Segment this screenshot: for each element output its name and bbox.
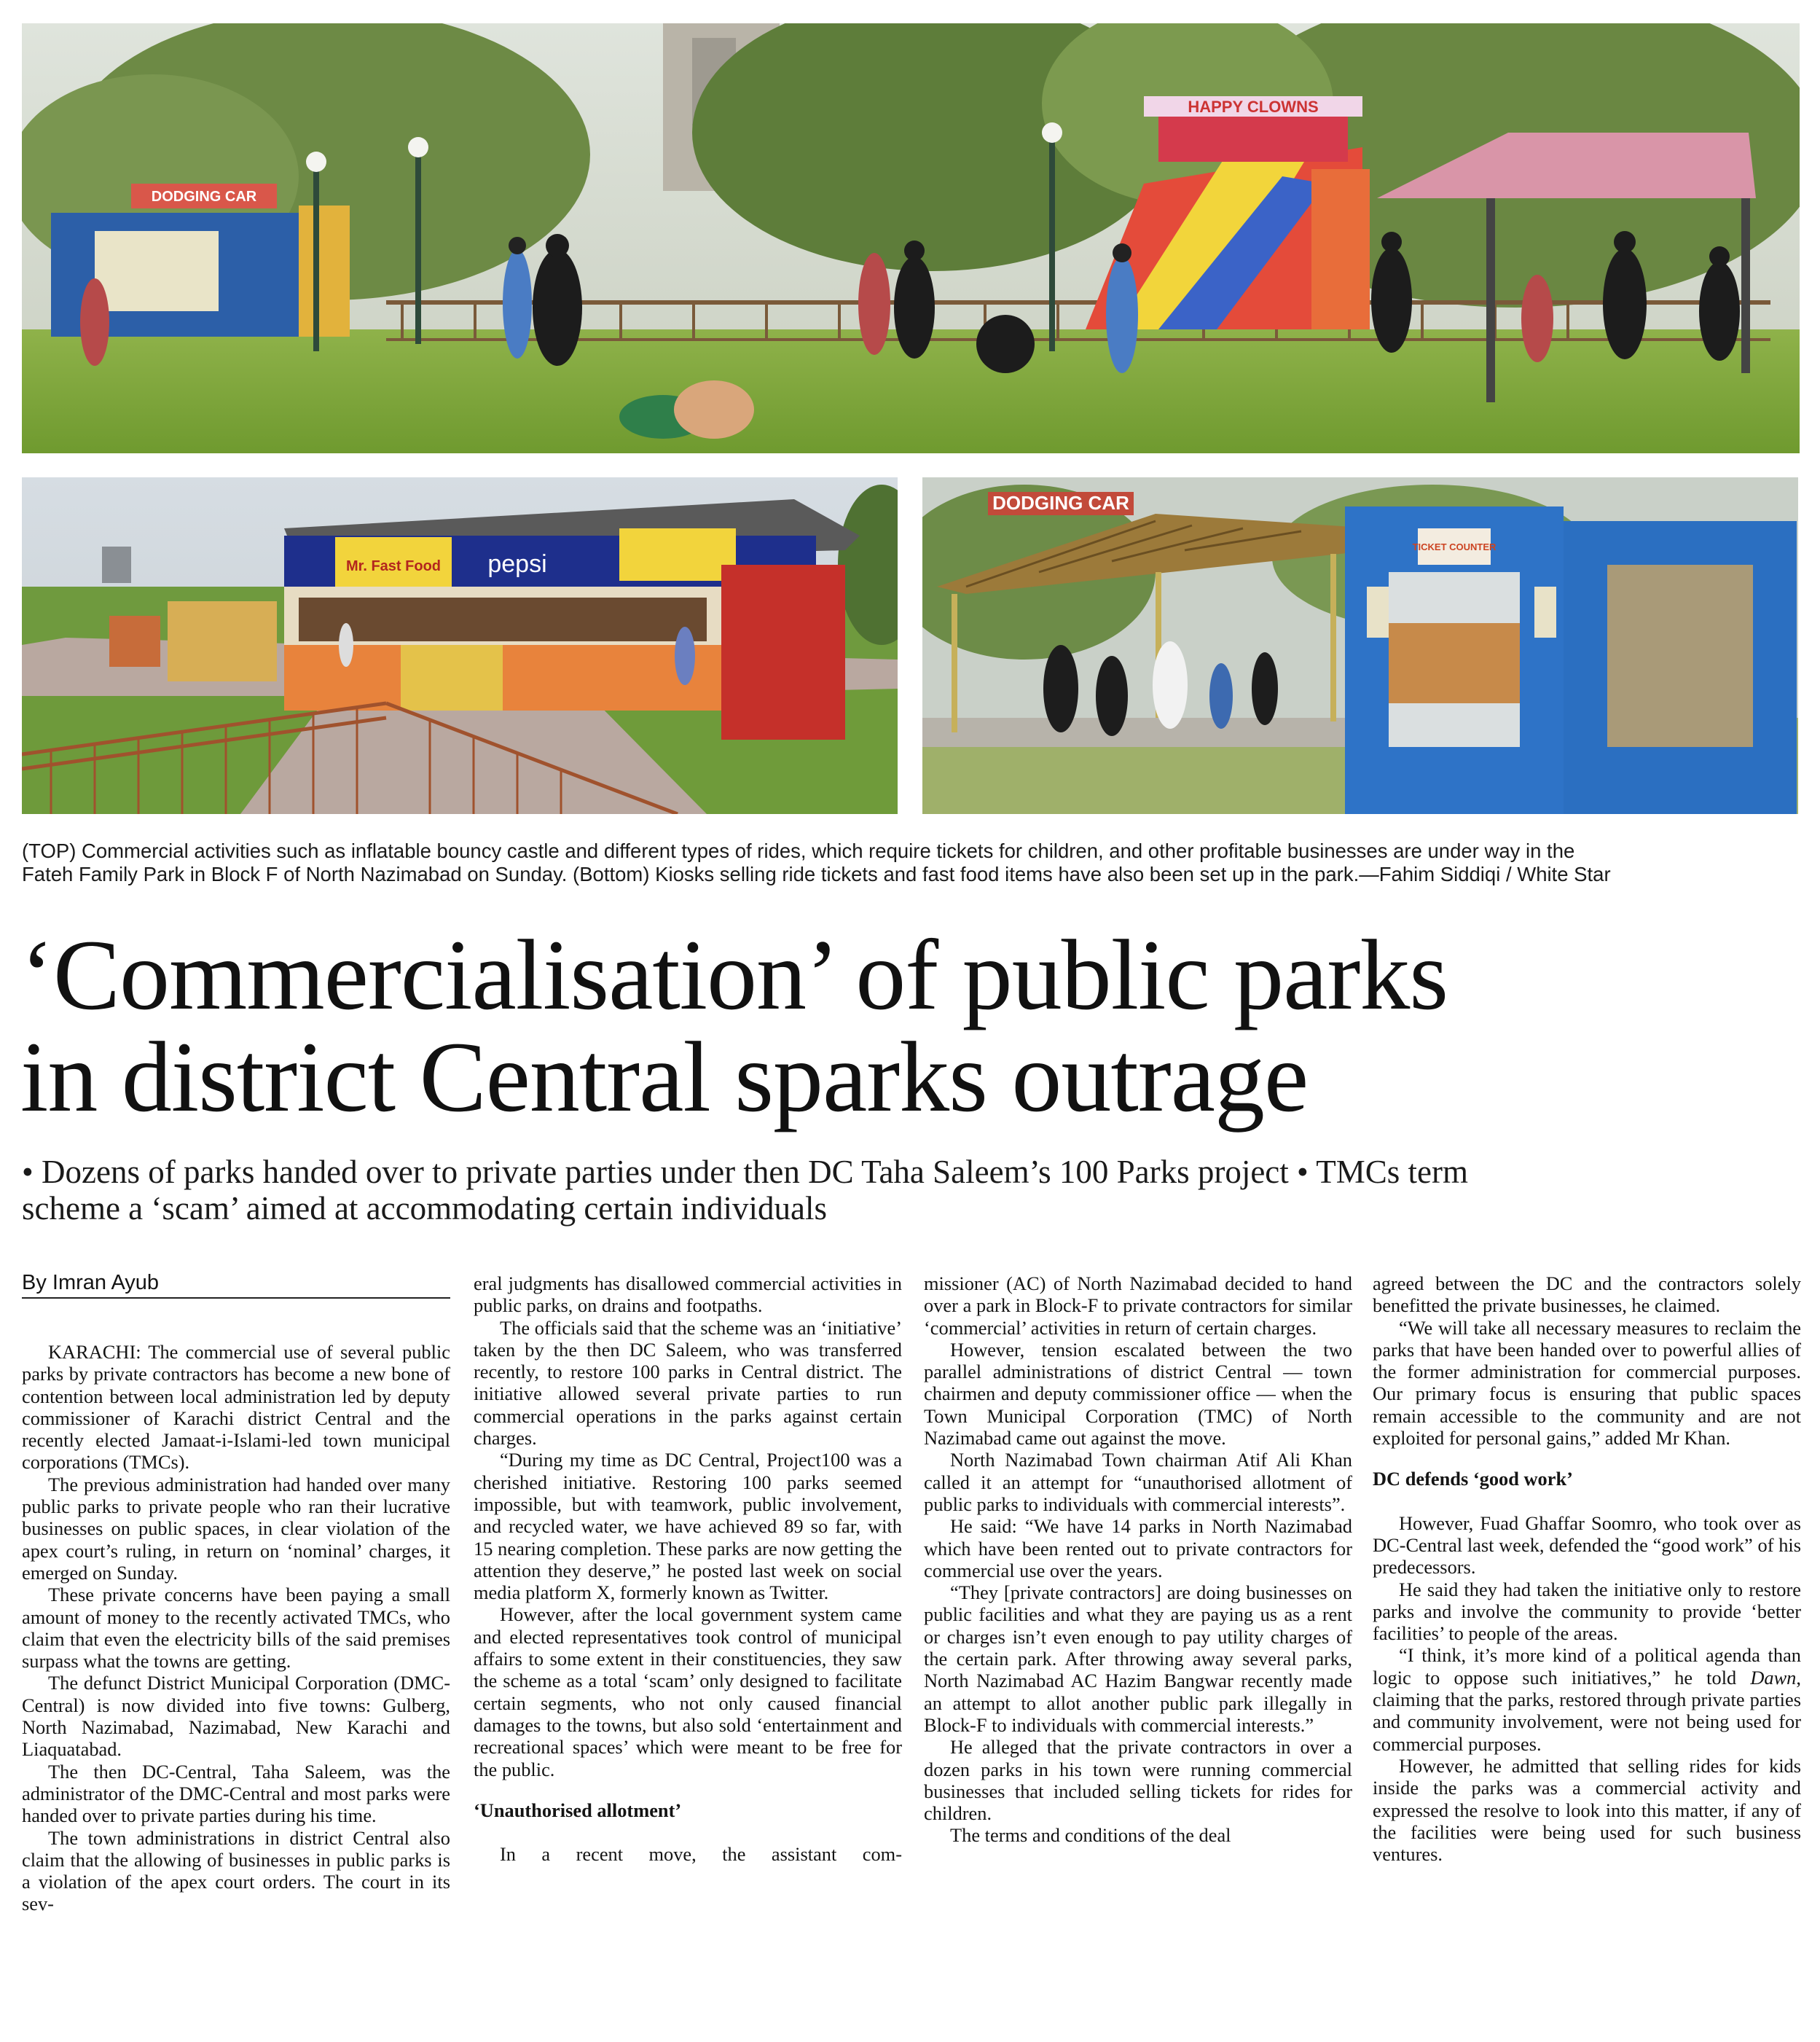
deck-line: scheme a ‘scam’ aimed at accommodating certain individuals [22, 1190, 827, 1227]
section-subhead: ‘Unauthorised allotment’ [474, 1799, 682, 1821]
paragraph: “They [private contractors] are doing businesses on public facilities and what they are paying us as a rent or charges isn’t even enough to pay utility charges of the certain park. After throwing away several parks, North Nazimabad AC Hazim Bangwar recently made an attempt to allot another public park illegally in Block-F to individuals with commercial interests.” [924, 1581, 1352, 1736]
article-column-2 [474, 1272, 902, 1865]
dodging-car-sign-text: DODGING CAR [992, 492, 1129, 514]
paragraph: He said: “We have 14 parks in North Nazimabad which have been rented out to private contractors for commercial use over the years. [924, 1515, 1352, 1581]
paragraph: However, he admitted that selling rides for kids inside the parks was a commercial activity and expressed the resolve to look into this matter, if any of the facilities were being used for such business ventures. [1373, 1754, 1801, 1866]
headline-line: in district Central sparks outrage [20, 1021, 1309, 1133]
paragraph: eral judgments has disallowed commercial activities in public parks, on drains and footpaths. [474, 1272, 902, 1317]
ticket-counter-sign-text: TICKET COUNTER [1412, 541, 1497, 552]
section-subhead: DC defends ‘good work’ [1373, 1468, 1573, 1490]
paragraph: However, tension escalated between the two parallel administrations of district Central — town chairmen and deputy commissioner office — when the Town Municipal Corporation (TMC) of North Nazimabad came out against the move. [924, 1338, 1352, 1450]
paragraph: missioner (AC) of North Nazimabad decided to hand over a park in Block-F to private contractors for similar ‘commercial’ activities in return of certain charges. [924, 1272, 1352, 1339]
paragraph: In a recent move, the assistant com- [500, 1843, 902, 1866]
paragraph: The then DC-Central, Taha Saleem, was the administrator of the DMC-Central and most parks were handed over to private parties during his time. [22, 1760, 450, 1827]
paragraph: The terms and conditions of the deal [950, 1824, 1231, 1847]
paragraph: “During my time as DC Central, Project100 was a cherished initiative. Restoring 100 parks seemed impossible, but with teamwork, public involvement, and recycled water, we have achieved 89 so far, with 15 nearing completion. These parks are now getting the attention they deserve,” he posted last week on social media platform X, formerly known as Twitter. [474, 1449, 902, 1604]
paragraph: agreed between the DC and the contractors solely benefitted the private businesses, he claimed. [1373, 1272, 1801, 1317]
paragraph: These private concerns have been paying a small amount of money to the recently activated TMCs, who claim that even the electricity bills of the said premises surpass what the towns are getting. [22, 1584, 450, 1673]
ride-sign-text: DODGING CAR [151, 189, 257, 205]
paragraph: However, after the local government system came and elected representatives took control of municipal affairs to some extent in their constituencies, they saw the scheme as a total ‘scam’ only designed to facilitate certain segments, who not only caused financial damages to the towns, but also sold ‘entertainment and recreational spaces’ which were meant to be free for the public. [474, 1603, 902, 1780]
article-column-3 [924, 1272, 1352, 1847]
paragraph: He said they had taken the initiative only to restore parks and involve the community to provide ‘better facilities’ to people of the areas. [1373, 1578, 1801, 1645]
caption-line: Fateh Family Park in Block F of North Nazimabad on Sunday. (Bottom) Kiosks selling ride tickets and fast food items have also been set up in the park.—Fahim Siddiqi / White Star [22, 863, 1611, 885]
headline-line: ‘Commercialisation’ of public parks [20, 919, 1448, 1030]
article-column-1 [22, 1341, 450, 1915]
paragraph: The town administrations in district Central also claim that the allowing of businesses in public parks is a violation of the apex court orders. The court in its sev- [22, 1826, 450, 1915]
bottom-right-photo [922, 477, 1798, 814]
paragraph: The defunct District Municipal Corporation (DMC-Central) is now divided into five towns: Gulberg, North Nazimabad, Nazimabad, New Karachi and Liaquatabad. [22, 1672, 450, 1761]
paragraph: The officials said that the scheme was an ‘initiative’ taken by the then DC Saleem, who was transferred recently, to restore 100 parks in Central district. The initiative allowed several private parties to run commercial operations in the parks against certain charges. [474, 1316, 902, 1450]
bottom-left-photo [22, 477, 898, 814]
photo-caption [22, 840, 1800, 886]
paragraph: He alleged that the private contractors in over a dozen parks in his town were running commercial businesses that included selling tickets for rides for children. [924, 1736, 1352, 1825]
paragraph: “I think, it’s more kind of a political agenda than logic to oppose such initiatives,” he told Dawn, claiming that the parks, restored through private parties and community involvement, were not being used for commercial purposes. [1373, 1644, 1801, 1755]
paragraph: The previous administration had handed over many public parks to private people who ran their lucrative businesses on public spaces, in clear violation of the apex court’s ruling, in return on ‘nominal’ charges, it emerged on Sunday. [22, 1473, 450, 1584]
headline [20, 919, 1805, 1133]
paragraph: “We will take all necessary measures to reclaim the parks that have been handed over to powerful allies of the former administration for commercial purposes. Our primary focus is ensuring that public spaces remain accessible to the community and are not exploited for personal gains,” added Mr Khan. [1373, 1316, 1801, 1450]
byline: By Imran Ayub [22, 1270, 450, 1299]
paragraph: KARACHI: The commercial use of several public parks by private contractors has become a new bone of contention between local administration led by deputy commissioner of Karachi district Central and the recently elected Jamaat-i-Islami-led town municipal corporations (TMCs). [22, 1341, 450, 1474]
castle-sign-text: HAPPY CLOWNS [1188, 98, 1319, 116]
drink-sign-text: pepsi [487, 550, 547, 578]
newspaper-name: Dawn [1750, 1666, 1797, 1689]
paragraph: However, Fuad Ghaffar Soomro, who took over as DC-Central last week, defended the “good work” of his predecessors. [1373, 1511, 1801, 1579]
caption-line: (TOP) Commercial activities such as inflatable bouncy castle and different types of rides, which require tickets for children, and other profitable businesses are under way in the [22, 840, 1575, 862]
deck-line: • Dozens of parks handed over to private parties under then DC Taha Saleem’s 100 Parks project • TMCs term [22, 1154, 1468, 1190]
kiosk-sign-text: Mr. Fast Food [346, 558, 441, 574]
paragraph: North Nazimabad Town chairman Atif Ali Khan called it an attempt for “unauthorised allotment of public parks to individuals with commercial interests”. [924, 1449, 1352, 1515]
article-column-4 [1373, 1272, 1801, 1865]
subheadline-deck [22, 1154, 1800, 1227]
top-photo [22, 23, 1800, 453]
